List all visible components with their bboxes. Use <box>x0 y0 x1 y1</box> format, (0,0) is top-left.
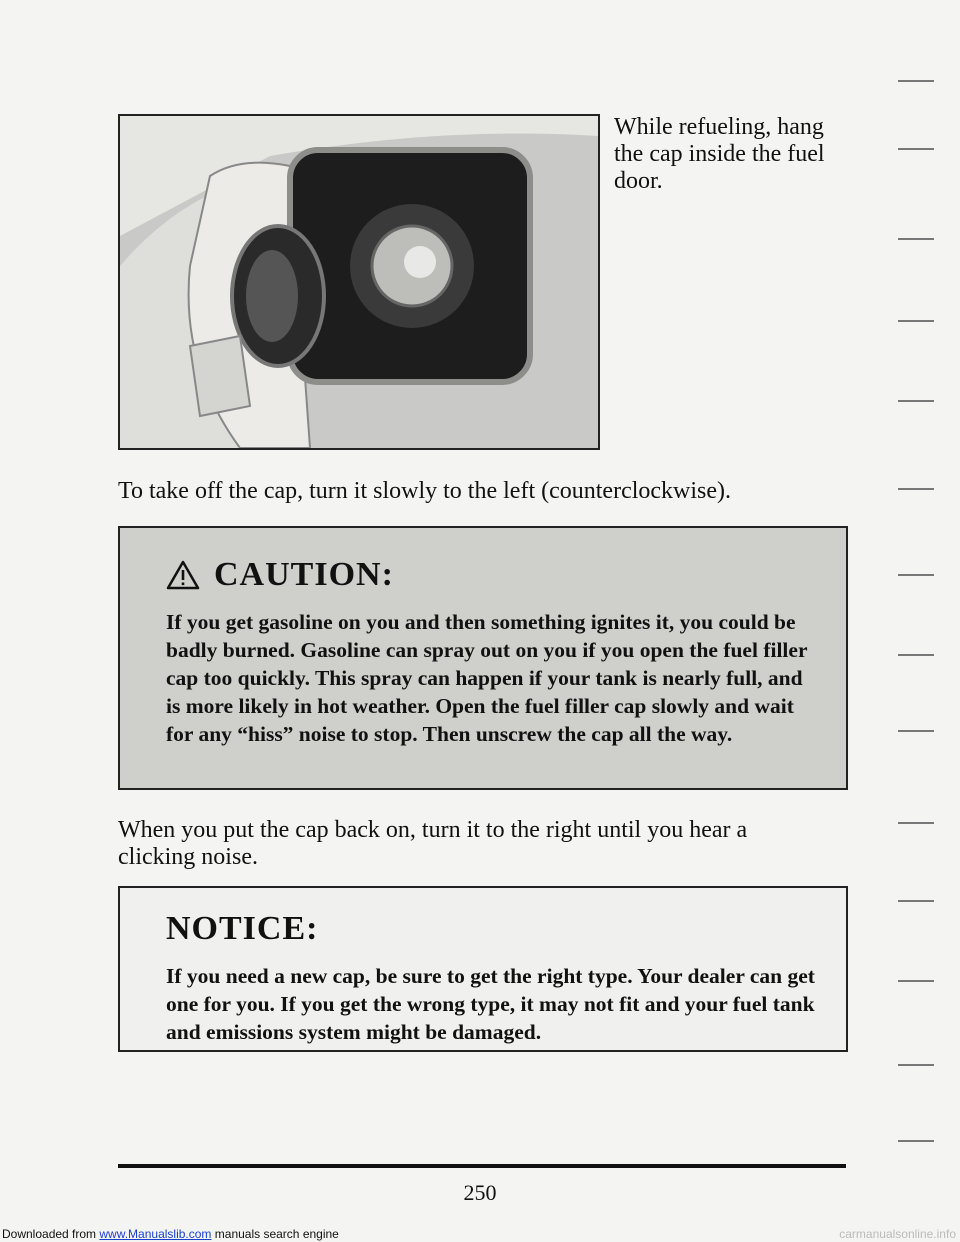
watermark-text: carmanualsonline.info <box>839 1227 956 1241</box>
caution-box <box>118 526 848 790</box>
warning-triangle-icon <box>166 560 200 590</box>
download-footer <box>0 1226 960 1242</box>
footer-prefix: Downloaded from <box>2 1227 100 1241</box>
caution-body: If you get gasoline on you and then something ignites it, you could be badly burned. Gasoline can spray out on you if you open the fuel filler cap too quickly. This spray can happen if your tank is nearly full, and is more likely in hot weather. Open the fuel filler cap slowly and wait for any “hiss” noise to stop. Then unscrew the cap all the way. <box>166 610 808 746</box>
manualslib-link[interactable]: www.Manualslib.com <box>99 1227 212 1241</box>
fuel-door-photo <box>118 114 600 450</box>
notice-box <box>118 886 848 1052</box>
remove-cap-instruction: To take off the cap, turn it slowly to the left (counterclockwise). <box>118 478 732 504</box>
photo-caption: While refueling, hang the cap inside the fuel door. <box>614 114 825 194</box>
page-number: 250 <box>463 1180 497 1205</box>
footer-source <box>2 1226 339 1242</box>
replace-cap-instruction: When you put the cap back on, turn it to the right until you hear a clicking noise. <box>118 817 748 870</box>
notice-heading: NOTICE: <box>166 910 319 947</box>
footer-suffix: manuals search engine <box>211 1227 339 1241</box>
page-rule <box>118 1164 846 1168</box>
notice-body: If you need a new cap, be sure to get the right type. Your dealer can get one for you. If you get the wrong type, it may not fit and your fuel tank and emissions system might be damaged. <box>166 964 815 1044</box>
edge-tabs <box>860 80 960 1160</box>
caution-heading: CAUTION: <box>214 556 394 593</box>
caution-header <box>166 556 816 594</box>
fuel-door-illustration <box>120 116 598 448</box>
